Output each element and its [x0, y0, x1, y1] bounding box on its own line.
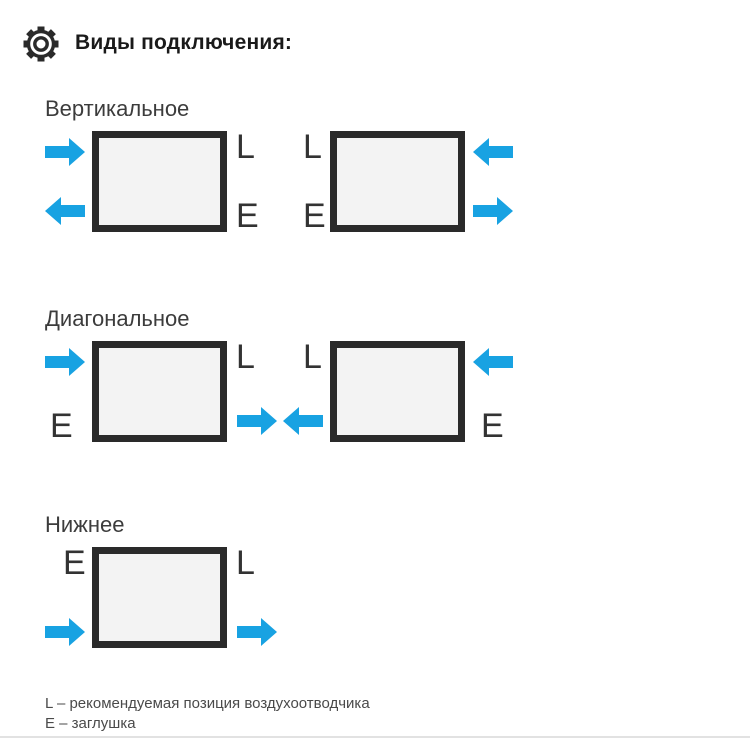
- section-bottom-label: Нижнее: [45, 512, 125, 537]
- port-label-plug: E: [481, 407, 504, 445]
- legend-plug: E – заглушка: [45, 715, 136, 732]
- port-label-air-vent: L: [303, 338, 322, 376]
- radiator-body: [330, 131, 465, 232]
- gear-icon: [21, 24, 61, 64]
- flow-in-arrow-icon: [473, 348, 513, 376]
- port-label-air-vent: L: [236, 128, 255, 166]
- section-diagonal-label: Диагональное: [45, 306, 190, 331]
- flow-out-arrow-icon: [473, 197, 513, 225]
- flow-out-arrow-icon: [237, 407, 277, 435]
- radiator-body: [92, 341, 227, 442]
- legend-air-vent: L – рекомендуемая позиция воздухоотводчика: [45, 695, 370, 712]
- flow-out-arrow-icon: [237, 618, 277, 646]
- flow-out-arrow-icon: [45, 197, 85, 225]
- port-label-air-vent: L: [236, 338, 255, 376]
- bottom-divider: [0, 736, 750, 738]
- flow-in-arrow-icon: [473, 138, 513, 166]
- port-label-air-vent: L: [236, 544, 255, 582]
- flow-in-arrow-icon: [45, 348, 85, 376]
- radiator-body: [92, 547, 227, 648]
- flow-in-arrow-icon: [45, 138, 85, 166]
- radiator-body: [92, 131, 227, 232]
- port-label-plug: E: [50, 407, 73, 445]
- radiator-body: [330, 341, 465, 442]
- flow-out-arrow-icon: [283, 407, 323, 435]
- port-label-plug: E: [303, 197, 326, 235]
- port-label-plug: E: [63, 544, 86, 582]
- port-label-air-vent: L: [303, 128, 322, 166]
- flow-in-arrow-icon: [45, 618, 85, 646]
- page-title: Виды подключения:: [75, 31, 293, 54]
- section-vertical-label: Вертикальное: [45, 96, 190, 121]
- port-label-plug: E: [236, 197, 259, 235]
